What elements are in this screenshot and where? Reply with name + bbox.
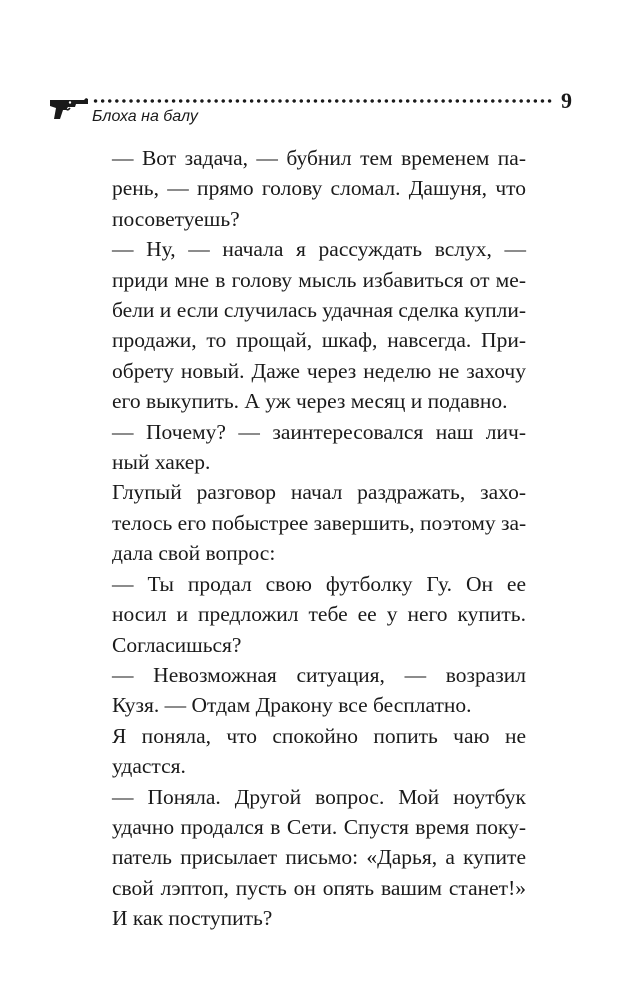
text-line: бели и если случилась удачная сделка купли-: [112, 298, 526, 323]
text-line: ный хакер.: [112, 450, 211, 475]
paragraph: [80, 569, 526, 660]
paragraph: [80, 143, 526, 234]
text-line: И как поступить?: [112, 906, 273, 931]
text-line: — Поняла. Другой вопрос. Мой ноутбук: [112, 784, 526, 809]
text-line: Согласишься?: [112, 632, 242, 657]
paragraph: [80, 721, 526, 782]
text-line: свой лэптоп, пусть он опять вашим станет!»: [112, 875, 526, 900]
page-header: [46, 88, 578, 133]
text-line: Глупый разговор начал раздражать, захо-: [112, 480, 526, 505]
text-line: носил и предложил тебе ее у него купить.: [112, 602, 526, 627]
paragraph: [80, 782, 526, 934]
paragraph: [80, 660, 526, 721]
text-line: Я поняла, что спокойно попить чаю не: [112, 723, 526, 748]
text-line: удастся.: [112, 754, 186, 779]
text-line: его выкупить. А уж через месяц и подавно.: [112, 389, 508, 414]
text-line: — Ну, — начала я рассуждать вслух, —: [112, 237, 526, 262]
text-line: — Вот задача, — бубнил тем временем па-: [112, 146, 526, 170]
text-line: продажи, то прощай, шкаф, навсегда. При-: [112, 328, 526, 353]
paragraph: [80, 417, 526, 478]
text-line: посоветуешь?: [112, 206, 240, 231]
page-number: 9: [561, 88, 572, 113]
text-line: патель присылает письмо: «Дарья, а купите: [112, 845, 526, 870]
text-line: — Ты продал свою футболку Гу. Он ее: [112, 571, 526, 596]
text-line: приди мне в голову мысль избавиться от ме-: [112, 267, 526, 292]
text-line: — Невозможная ситуация, — возразил: [112, 662, 526, 687]
text-line: удачно продался в Сети. Спустя время поку-: [112, 814, 526, 839]
text-line: Кузя. — Отдам Дракону все бесплатно.: [112, 693, 472, 718]
text-line: телось его побыстрее завершить, поэтому за-: [112, 510, 527, 535]
header-dotted-rule: [92, 99, 552, 103]
paragraph: [80, 234, 526, 416]
text-line: — Почему? — заинтересовался наш лич-: [112, 419, 526, 444]
text-line: обрету новый. Даже через неделю не захочу: [112, 358, 526, 383]
text-line: дала свой вопрос:: [112, 541, 276, 566]
paragraph: [80, 477, 526, 568]
body-text: [80, 143, 526, 934]
revolver-icon: [46, 95, 90, 121]
running-title: Блоха на балу: [92, 108, 198, 125]
text-line: рень, — прямо голову сломал. Дашуня, что: [112, 176, 526, 201]
